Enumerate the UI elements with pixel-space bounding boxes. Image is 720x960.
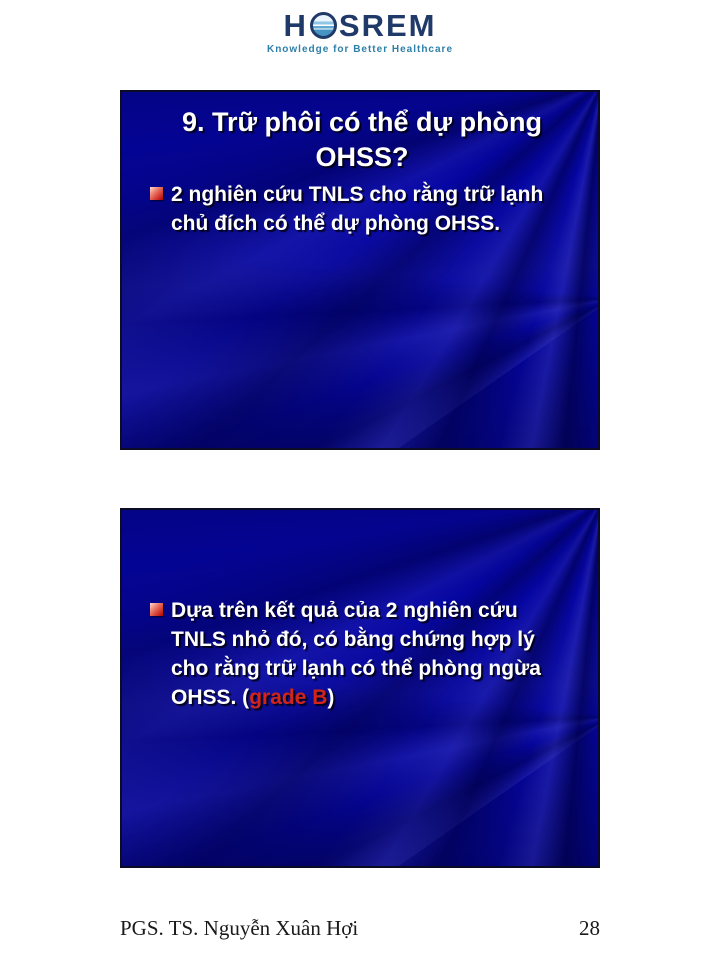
logo-text-right: SREM (338, 8, 437, 43)
slide-1 (120, 90, 600, 450)
globe-icon (310, 12, 337, 39)
page-footer (120, 916, 600, 941)
bullet-square-icon (150, 187, 163, 200)
hosrem-logo (0, 10, 720, 55)
slide-2 (120, 508, 600, 868)
bullet-square-icon (150, 603, 163, 616)
slide-2-bullet-text (150, 596, 566, 712)
logo-text-left: H (283, 8, 308, 43)
slide-1-bullet-text: 2 nghiên cứu TNLS cho rằng trữ lạnh chủ đích có thể dự phòng OHSS. (171, 183, 544, 235)
slide-1-bullet-item (150, 180, 566, 238)
hosrem-logo-text (284, 10, 437, 41)
slide-2-bullet-text-before: Dựa trên kết quả của 2 nghiên cứu TNLS nhỏ đó, có bằng chứng hợp lý cho rằng trữ lạnh có thể phòng ngừa OHSS. ( (171, 599, 541, 709)
slide-2-grade-highlight: grade B (249, 686, 328, 709)
logo-tagline: Knowledge for Better Healthcare (266, 44, 454, 55)
slide-2-bullet-item (150, 596, 566, 712)
slide-2-bullet-text-after: ) (327, 686, 335, 709)
slide-1-title: 9. Trữ phôi có thể dự phòng OHSS? (181, 107, 543, 172)
footer-author: PGS. TS. Nguyễn Xuân Hợi (120, 916, 359, 940)
footer-page-number: 28 (579, 916, 600, 940)
